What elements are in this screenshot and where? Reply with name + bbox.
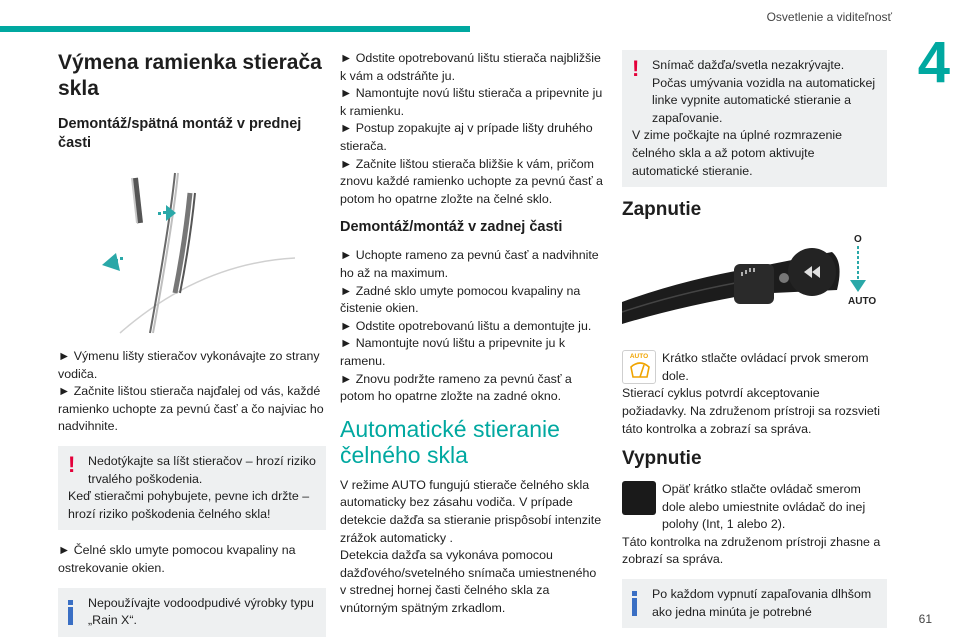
wiper-illustration	[80, 163, 295, 338]
wiper-arm-icon	[80, 163, 295, 338]
info-text: Nepoužívajte vodoodpudivé výrobky typu „Rain X“.	[88, 595, 314, 628]
step-item: ► Uchopte rameno za pevnú časť a nadvihnite ho až na maximum.	[340, 248, 599, 280]
on-instruction-text: Krátko stlačte ovládací prvok smerom dole.	[662, 351, 869, 383]
chapter-number: 4	[917, 30, 950, 95]
step-item: ► Namontujte novú lištu stierača a pripevnite ju k ramienku.	[340, 86, 603, 118]
column-middle	[340, 50, 605, 628]
step-wash-windscreen: ► Čelné sklo umyte pomocou kvapaliny na ostrekovanie okien.	[58, 543, 296, 575]
warning-text-2: Počas umývania vozidla na automatickej linke vypnite automatické stieranie a zapaľovanie.	[652, 75, 876, 125]
steps-rear	[340, 247, 605, 405]
column-right	[622, 50, 887, 640]
step-item: ► Zadné sklo umyte pomocou kvapaliny na čistenie okien.	[340, 283, 581, 316]
header-accent-bar	[0, 26, 470, 32]
wiper-stalk-thumb-icon	[622, 481, 656, 515]
stalk-position-label-auto: AUTO	[848, 296, 877, 308]
warning-exclamation-icon: !	[632, 56, 640, 81]
stalk-position-label-o: O	[854, 234, 862, 246]
on-confirmation-text: Stierací cyklus potvrdí akceptovanie požiadavky. Na združenom prístroji sa rozsvieti táto kontrolka a zobrazí sa správa.	[622, 386, 881, 436]
off-instruction-text: Opäť krátko stlačte ovládač smerom dole alebo umiestnite ovládač do inej polohy (Int, 1 alebo 2).	[662, 481, 866, 532]
info-box-rainx	[58, 588, 326, 637]
section-header-title: Osvetlenie a viditeľnosť	[766, 10, 892, 24]
step-item: ► Začnite lištou stierača najďalej od vás, každé ramienko uchopte za pevnú časť a čo najviac ho nadvihnite.	[58, 384, 324, 434]
steps-front-1	[58, 348, 326, 436]
section-title-off: Vypnutie	[622, 448, 702, 470]
warning-text-1: Nedotýkajte sa líšt stieračov – hrozí riziko trvalého poškodenia.	[88, 453, 316, 486]
step-item: ► Postup zopakujte aj v prípade lišty druhého stierača.	[340, 121, 593, 154]
step-item: ► Začnite lištou stierača bližšie k vám, pričom znovu každé ramienko uchopte za pevnú časť a potom ho opatrne zložte na čelné sklo.	[340, 156, 603, 206]
info-text: Po každom vypnutí zapaľovania dlhšom ako jedna minúta je potrebné	[652, 586, 872, 619]
info-icon	[68, 600, 73, 625]
column-left	[58, 50, 326, 640]
warning-text-2: Keď stieračmi pohybujete, pevne ich držte – hrozí riziko poškodenia čelného skla!	[68, 489, 310, 521]
auto-paragraph-1: V režime AUTO fungujú stierače čelného skla automaticky bez zásahu vodiča. V prípade detekcie dažďa sa stieranie prispôsobí intenzite zrážok automaticky .	[340, 477, 602, 545]
warning-exclamation-icon: !	[68, 451, 76, 477]
auto-wipe-indicator-icon	[622, 350, 656, 384]
subsection-title-front: Demontáž/spätná montáž v prednej časti	[58, 116, 302, 152]
on-instruction-row	[622, 350, 887, 385]
page-number: 61	[918, 612, 932, 626]
step-item: ► Odstite opotrebovanú lištu a demontujte ju.	[340, 318, 592, 333]
step-item: ► Znovu podržte rameno za pevnú časť a potom ho opatrne zložte na zadné okno.	[340, 371, 572, 404]
warning-text-3: V zime počkajte na úplné rozmrazenie čelného skla a až potom aktivujte automatické stieranie.	[632, 128, 843, 178]
warning-text-1: Snímač dažďa/svetla nezakrývajte.	[652, 58, 845, 72]
section-title-on: Zapnutie	[622, 199, 702, 221]
info-box-ignition	[622, 579, 887, 628]
step-item: ► Odstite opotrebovanú lištu stierača najbližšie k vám a odstráňte ju.	[340, 51, 601, 83]
subsection-title-rear: Demontáž/montáž v zadnej časti	[340, 219, 563, 236]
wiper-stalk-illustration	[622, 232, 887, 342]
wiper-stalk-icon	[622, 232, 887, 342]
info-icon	[632, 591, 637, 616]
step-item: ► Namontujte novú lištu a pripevnite ju k ramenu.	[340, 336, 566, 368]
off-confirmation-text: Táto kontrolka na združenom prístroji zhasne a zobrazí sa správa.	[622, 534, 881, 567]
warning-box-blades	[58, 446, 326, 530]
off-instruction-row	[622, 481, 887, 534]
steps-front-2	[340, 50, 605, 208]
auto-wiping-description	[340, 477, 605, 618]
section-title-auto-wiping: Automatické stieranie čelného skla	[340, 415, 560, 469]
warning-box-sensor	[622, 50, 887, 187]
section-title-wiper-replacement: Výmena ramienka stierača skla	[58, 51, 322, 100]
step-item: ► Výmenu lišty stieračov vykonávajte zo strany vodiča.	[58, 348, 320, 381]
auto-paragraph-2: Detekcia dažďa sa vykonáva pomocou dažďového/svetelného snímača umiestneného v strednej hornej časti čelného skla za vnútorným spätným zrkadlom.	[340, 548, 597, 615]
auto-icon-label: AUTO	[629, 353, 649, 361]
